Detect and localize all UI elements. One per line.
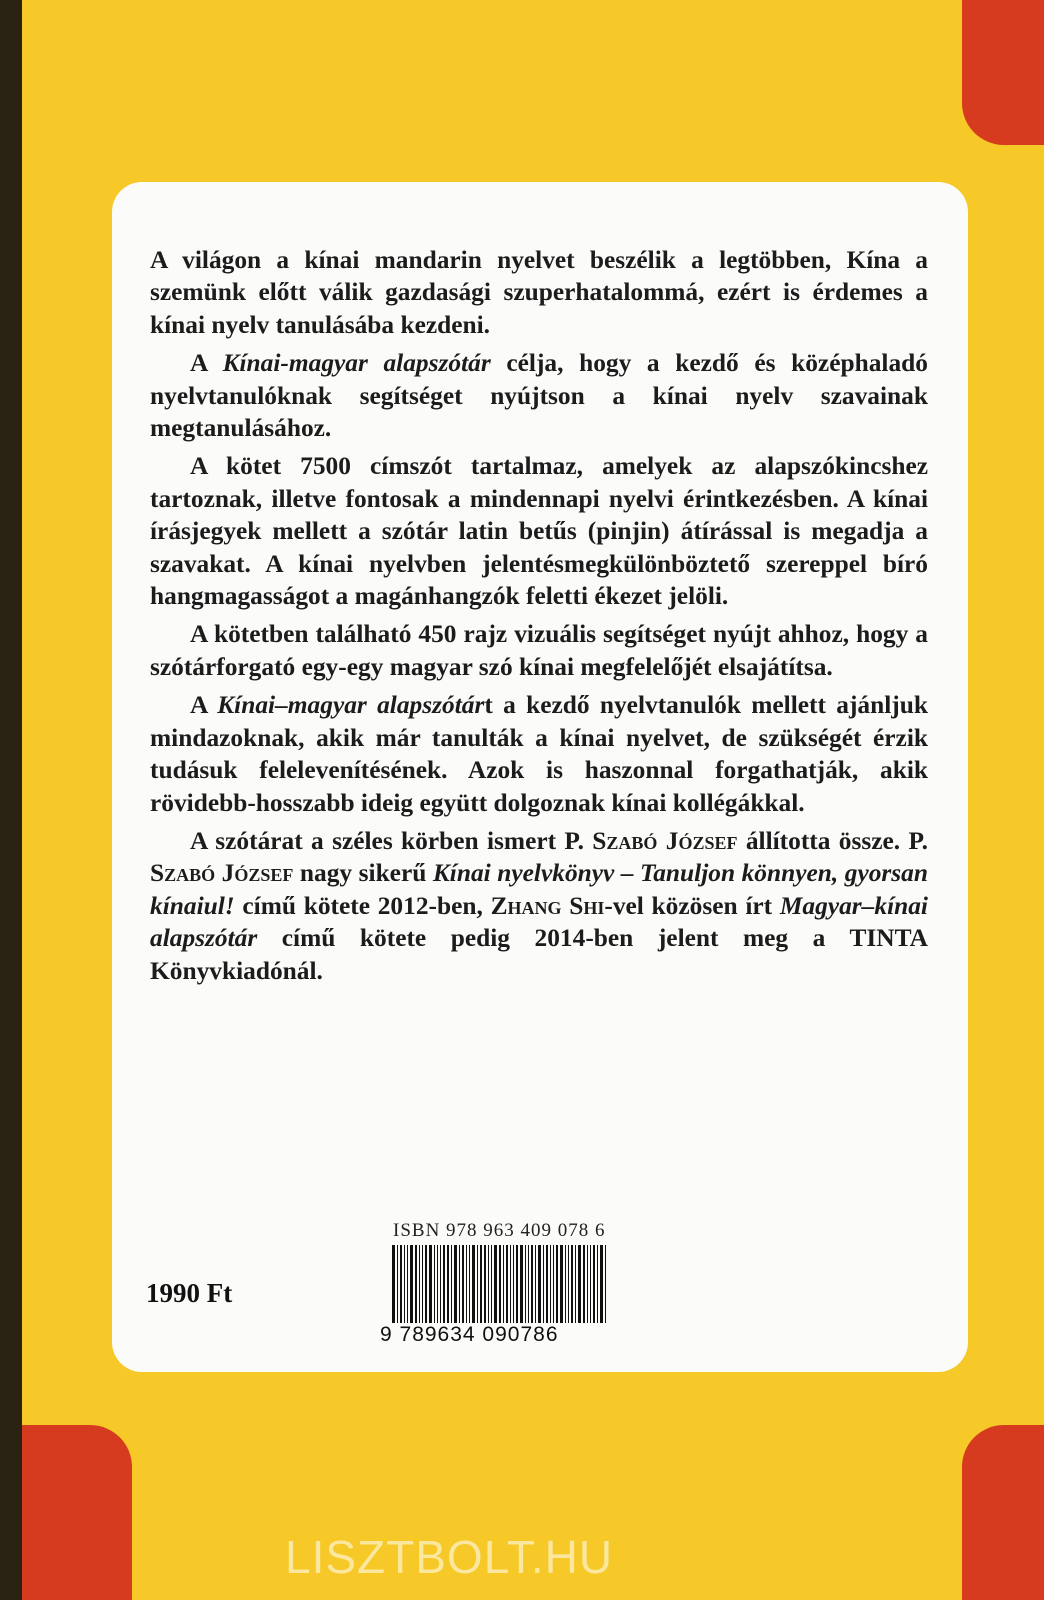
barcode-bar [550, 1245, 551, 1323]
p2-rest: célja, hogy a kezdő és középhaladó nyelvtanulóknak segítséget nyújtson a kínai nyelv szavainak megtanulásához. [150, 349, 928, 443]
barcode-bar [597, 1245, 598, 1323]
barcode-bar [447, 1245, 449, 1323]
barcode-bar [472, 1245, 475, 1323]
barcode-bar [600, 1245, 603, 1323]
barcode-bar [415, 1245, 417, 1323]
barcode-bar [462, 1245, 464, 1323]
barcode-bar [583, 1245, 585, 1323]
book-title: Magyar–kínai alapszótár [150, 891, 928, 953]
barcode-bar [593, 1245, 595, 1323]
barcode-bar [560, 1245, 563, 1323]
barcode-bar [400, 1245, 402, 1323]
barcode-bar [491, 1245, 492, 1323]
barcode-bar [443, 1245, 445, 1323]
barcode-bar [454, 1245, 457, 1323]
barcode-bar [571, 1245, 573, 1323]
barcode-bar [528, 1245, 529, 1323]
barcode-bar [590, 1245, 591, 1323]
barcode-bar [546, 1245, 548, 1323]
barcode-bar [587, 1245, 588, 1323]
p6-part: A szótárat a széles körben ismert P. [190, 826, 593, 855]
barcode-bar [494, 1245, 497, 1323]
barcode-bar [525, 1245, 526, 1323]
barcode-bar [556, 1245, 558, 1323]
barcode-bar [480, 1245, 482, 1323]
barcode-bar [477, 1245, 478, 1323]
barcode-bar [513, 1245, 514, 1323]
barcode-bar [578, 1245, 581, 1323]
p6-part: című kötete 2012-ben, [234, 891, 491, 920]
book-title: Kínai–magyar alapszótár [217, 691, 485, 720]
paragraph-4: A kötetben található 450 rajz vizuális segítséget nyújt ahhoz, hogy a szótárforgató egy-egy magyar szó kínai megfelelőjét elsajátítsa. [150, 620, 928, 681]
barcode-bar [404, 1245, 405, 1323]
paragraph-5 [150, 689, 928, 819]
barcode-bar [451, 1245, 452, 1323]
barcode-bar [484, 1245, 486, 1323]
p6-part: nagy sikerű [293, 859, 433, 888]
barcode-bar [538, 1245, 541, 1323]
barcode-bar [410, 1245, 413, 1323]
barcode-bar [499, 1245, 501, 1323]
barcode-bar [531, 1245, 533, 1323]
barcode-bar [459, 1245, 460, 1323]
barcode-bar [397, 1245, 398, 1323]
barcode-bar [422, 1245, 423, 1323]
barcode-bar [510, 1245, 511, 1323]
paragraph-1: A világon a kínai mandarin nyelvet beszélik a legtöbben, Kína a szemünk előtt válik gazdasági szuperhatalommá, ezért is érdemes a kínai nyelv tanulásába kezdeni. [150, 246, 928, 339]
barcode-bar [543, 1245, 544, 1323]
barcode-bar [516, 1245, 518, 1323]
barcode-bar [434, 1245, 435, 1323]
barcode [392, 1245, 632, 1323]
barcode-bar [503, 1245, 504, 1323]
barcode-bar [469, 1245, 470, 1323]
p6-part: című kötete pedig 2014-ben jelent meg a TINTA Könyvkiadónál. [150, 924, 928, 985]
p2-start: A [190, 349, 223, 378]
barcode-bar [488, 1245, 489, 1323]
author-name: Zhang Shi [490, 891, 605, 920]
barcode-bar [506, 1245, 508, 1323]
paragraph-6 [150, 825, 928, 987]
book-title: Kínai nyelvkönyv – Tanuljon könnyen, gyorsan kínaiul! [150, 859, 929, 920]
barcode-bar [429, 1245, 432, 1323]
paragraph-3: A kötet 7500 címszót tartalmaz, amelyek az alapszókincshez tartoznak, illetve fontosak a mindennapi nyelvi érintkezésben. A kínai írásjegyek mellett a szótár latin betűs (pinjin) átírással is megadja a szavakat. A kínai nyelvben jelentésmegkülönböztető szereppel bíró hangmagasságot a magánhangzók feletti ékezet jelöli. [150, 452, 928, 611]
book-title: Kínai-magyar alapszótár [222, 349, 491, 378]
paragraph-2 [150, 347, 928, 444]
barcode-bar [565, 1245, 566, 1323]
corner-top-right [962, 0, 1044, 145]
barcode-bar [466, 1245, 467, 1323]
barcode-bar [407, 1245, 408, 1323]
corner-bottom-left [22, 1425, 132, 1600]
watermark: LISZTBOLT.HU [285, 1531, 614, 1583]
spine-strip [0, 0, 22, 1600]
barcode-bar [440, 1245, 441, 1323]
author-name: Szabó József [150, 859, 294, 888]
barcode-bar [392, 1245, 395, 1323]
isbn-label: ISBN 978 963 409 078 6 [393, 1220, 606, 1241]
p5-start: A [190, 691, 218, 720]
barcode-bar [568, 1245, 569, 1323]
barcode-bar [575, 1245, 576, 1323]
p5-rest: t a kezdő nyelvtanulók mellett ajánljuk mindazoknak, akik már tanulták a kínai nyelvet, de szükségét érzik tudásuk felelevenítésének. Azok is haszonnal forgathatják, akik rövidebb-hosszabb ideig együtt dolgoznak kínai kollégákkal. [150, 691, 928, 817]
price: 1990 Ft [146, 1278, 233, 1308]
barcode-bar [520, 1245, 523, 1323]
barcode-digits: 9 789634 090786 [380, 1323, 559, 1346]
corner-bottom-right [962, 1425, 1044, 1600]
p6-part: -vel közösen írt [604, 891, 780, 920]
author-name: Szabó József [592, 826, 738, 855]
barcode-bar [437, 1245, 438, 1323]
barcode-bar [535, 1245, 536, 1323]
barcode-bar [553, 1245, 554, 1323]
p6-part: állította össze. P. [737, 826, 928, 855]
barcode-bar [419, 1245, 420, 1323]
barcode-bar [605, 1245, 606, 1323]
description-text [150, 244, 928, 993]
barcode-bar [425, 1245, 427, 1323]
